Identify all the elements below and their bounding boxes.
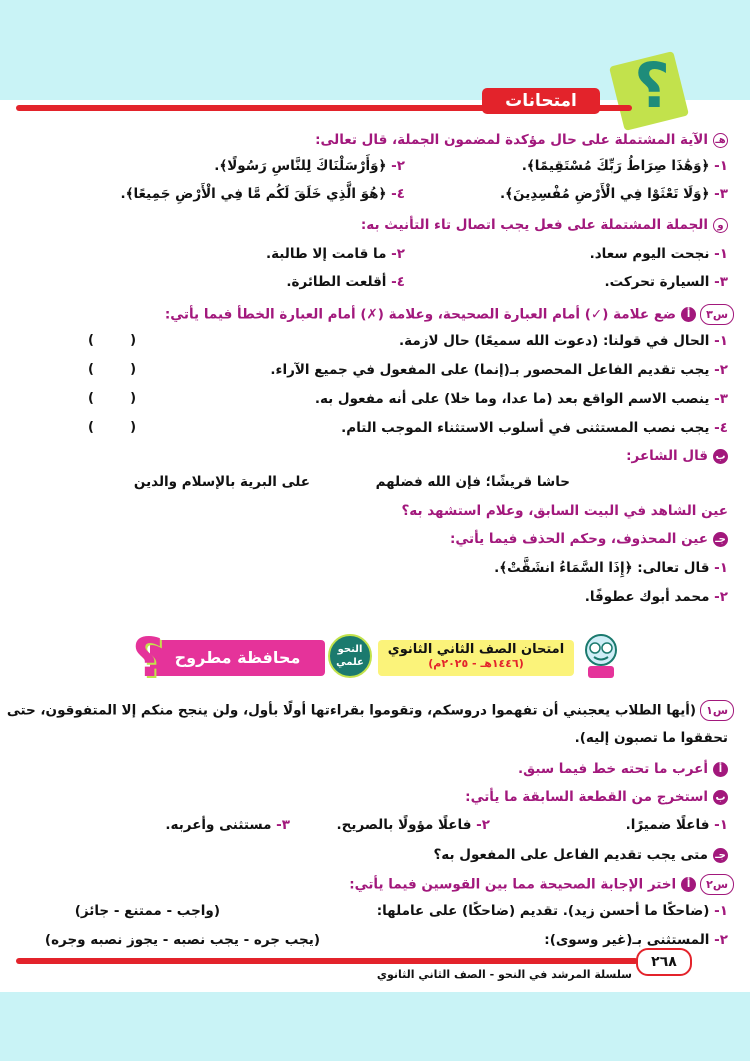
item-text: مستثنى وأعربه. — [165, 817, 272, 833]
question-number-badge: س١ — [700, 700, 734, 721]
item-text: (ضاحكًا ما أحسن زيد). تقديم (ضاحكًا) على عاملها: — [376, 903, 710, 919]
question-1c — [433, 847, 728, 863]
option-item — [590, 246, 728, 262]
statement-item — [315, 391, 728, 407]
question-1b — [465, 789, 728, 805]
question-marker: جـ — [713, 848, 728, 863]
statement-item — [270, 362, 728, 378]
question-text: اختر الإجابة الصحيحة مما بين القوسين فيما يأتي: — [349, 876, 677, 893]
option-number: ٣- — [714, 186, 728, 202]
question-text: ضع علامة (✓) أمام العبارة الصحيحة، وعلامة (✗) أمام العبارة الخطأ فيما يأتي: — [164, 306, 677, 323]
option-number: ٢- — [391, 158, 405, 174]
item-number: ١- — [714, 903, 728, 919]
poem-question: عين الشاهد في البيت السابق، وعلام استشهد به؟ — [401, 503, 728, 519]
statement-number: ١- — [714, 333, 728, 349]
answer-box[interactable]: ( ) — [88, 333, 137, 348]
option-number: ٤- — [391, 186, 405, 202]
answer-box[interactable]: ( ) — [88, 391, 137, 406]
branch-track: علمي — [336, 657, 364, 668]
option-item — [500, 186, 728, 202]
question-number-badge: س٢ — [700, 874, 734, 895]
option-number: ١- — [714, 158, 728, 174]
exam-banner — [132, 626, 620, 689]
extract-item — [337, 817, 490, 833]
exam-title: امتحان الصف الثاني الثانوي — [387, 642, 565, 657]
question-marker: ب — [713, 449, 728, 464]
question-w — [361, 217, 728, 233]
statement-number: ٣- — [714, 391, 728, 407]
question-3b — [626, 448, 728, 464]
option-item — [266, 246, 405, 262]
poem-hemistich-1: حاشا قريشًا؛ فإن الله فضلهم — [375, 474, 570, 490]
footer-rule — [16, 958, 638, 964]
option-text: ما قامت إلا طالبة. — [265, 246, 387, 262]
extract-item — [165, 817, 290, 833]
option-item — [605, 274, 728, 290]
question-mark-icon: ؟ — [132, 626, 164, 689]
choice-options: (يجب جره - يجب نصبه - يجوز نصبه وجره) — [44, 932, 320, 948]
deletion-item — [585, 589, 728, 605]
choice-options: (واجب - ممتنع - جائز) — [74, 903, 220, 919]
answer-box[interactable]: ( ) — [88, 420, 137, 435]
option-text: أقلعت الطائرة. — [286, 274, 387, 290]
mascot-icon — [578, 630, 624, 680]
item-text: فاعلًا ضميرًا. — [625, 817, 710, 833]
branch-badge — [328, 634, 372, 678]
item-number: ٢- — [714, 589, 728, 605]
option-item — [120, 186, 405, 202]
item-number: ١- — [714, 817, 728, 833]
statement-item — [341, 420, 728, 436]
question-marker: هـ — [713, 133, 728, 148]
option-text: ﴿وَأَرْسَلْنَاكَ لِلنَّاسِ رَسُولًا﴾. — [214, 158, 387, 174]
question-text: قال الشاعر: — [626, 448, 708, 464]
question-text: عين المحذوف، وحكم الحذف فيما يأتي: — [449, 531, 708, 547]
statement-number: ٢- — [714, 362, 728, 378]
question-mark-icon: ؟ — [634, 49, 670, 122]
option-number: ٤- — [391, 274, 405, 290]
option-item — [286, 274, 405, 290]
question-text: استخرج من القطعة السابقة ما يأتي: — [465, 789, 708, 805]
exam-year: (١٤٤٦هـ - ٢٠٢٥م) — [428, 657, 524, 670]
item-text: قال تعالى: ﴿إِذَا السَّمَاءُ انشَقَّتْ﴾. — [494, 560, 710, 576]
deletion-item — [494, 560, 728, 576]
item-number: ٣- — [276, 817, 290, 833]
section-tab: امتحانات — [482, 88, 600, 114]
item-text: فاعلًا مؤولًا بالصريح. — [336, 817, 472, 833]
page-number: ٢٦٨ — [636, 948, 692, 976]
question-marker: أ — [713, 762, 728, 777]
item-text: المستثنى بـ(غير وسوى): — [544, 932, 710, 948]
bottom-band — [0, 992, 750, 1061]
option-text: ﴿وَهَٰذَا صِرَاطُ رَبِّكَ مُسْتَقِيمًا﴾. — [521, 158, 710, 174]
series-title: سلسلة المرشد في النحو - الصف الثاني الثانوي — [376, 968, 632, 981]
statement-text: ينصب الاسم الواقع بعد (ما عدا، وما خلا) على أنه مفعول به. — [314, 391, 710, 407]
option-item — [214, 158, 405, 174]
governorate-label: محافظة مطروح — [150, 640, 325, 676]
question-1a — [518, 761, 728, 777]
question-2a — [349, 874, 734, 895]
item-number: ٢- — [714, 932, 728, 948]
item-number: ١- — [714, 560, 728, 576]
poem-hemistich-2: على البرية بالإسلام والدين — [133, 474, 310, 490]
option-number: ٢- — [391, 246, 405, 262]
choice-item — [544, 932, 728, 948]
question-marker: أ — [681, 307, 696, 322]
option-text: ﴿وَلَا تَعْثَوْا فِي الْأَرْضِ مُفْسِدِينَ﴾. — [500, 186, 710, 202]
question-number-badge: س٣ — [700, 304, 734, 325]
item-number: ٢- — [476, 817, 490, 833]
statement-text: الحال في قولنا: (دعوت الله سميعًا) حال لازمة. — [399, 333, 710, 349]
option-item — [522, 158, 728, 174]
passage-text: (أيها الطلاب يعجبني أن تفهموا دروسكم، وتقوموا بقراءتها أولًا بأول، ولن ينجح منكم إلا المتفوقون، حتى — [6, 702, 697, 719]
question-text: الجملة المشتملة على فعل يجب اتصال تاء التأنيث به: — [360, 217, 708, 233]
statement-item — [399, 333, 728, 349]
question-3a — [165, 304, 734, 325]
question-text: أعرب ما تحته خط فيما سبق. — [518, 761, 708, 777]
exam-title-box — [378, 640, 574, 676]
statement-text: يجب نصب المستثنى في أسلوب الاستثناء الموجب التام. — [341, 420, 710, 436]
option-number: ١- — [714, 246, 728, 262]
branch-subject: النحو — [337, 644, 363, 655]
question-h — [315, 132, 728, 148]
question-marker: ب — [713, 790, 728, 805]
extract-item — [626, 817, 728, 833]
answer-box[interactable]: ( ) — [88, 362, 137, 377]
question-text: متى يجب تقديم الفاعل على المفعول به؟ — [433, 847, 708, 863]
option-text: ﴿هُوَ الَّذِي خَلَقَ لَكُم مَّا فِي الْأَرْضِ جَمِيعًا﴾. — [120, 186, 387, 202]
option-text: نجحت اليوم سعاد. — [589, 246, 710, 262]
option-number: ٣- — [714, 274, 728, 290]
question-text: الآية المشتملة على حال مؤكدة لمضمون الجملة، قال تعالى: — [315, 132, 708, 148]
statement-number: ٤- — [714, 420, 728, 436]
statement-text: يجب تقديم الفاعل المحصور بـ(إنما) على المفعول في جميع الآراء. — [270, 362, 710, 378]
item-text: محمد أبوك عطوفًا. — [584, 589, 710, 605]
choice-item — [377, 903, 728, 919]
option-text: السيارة تحركت. — [604, 274, 710, 290]
question-marker: جـ — [713, 532, 728, 547]
question-marker: أ — [681, 877, 696, 892]
passage-line-1 — [7, 700, 734, 721]
question-marker: و — [713, 218, 728, 233]
question-3c — [450, 531, 728, 547]
passage-line-2: تحققوا ما تصبون إليه). — [574, 730, 728, 746]
